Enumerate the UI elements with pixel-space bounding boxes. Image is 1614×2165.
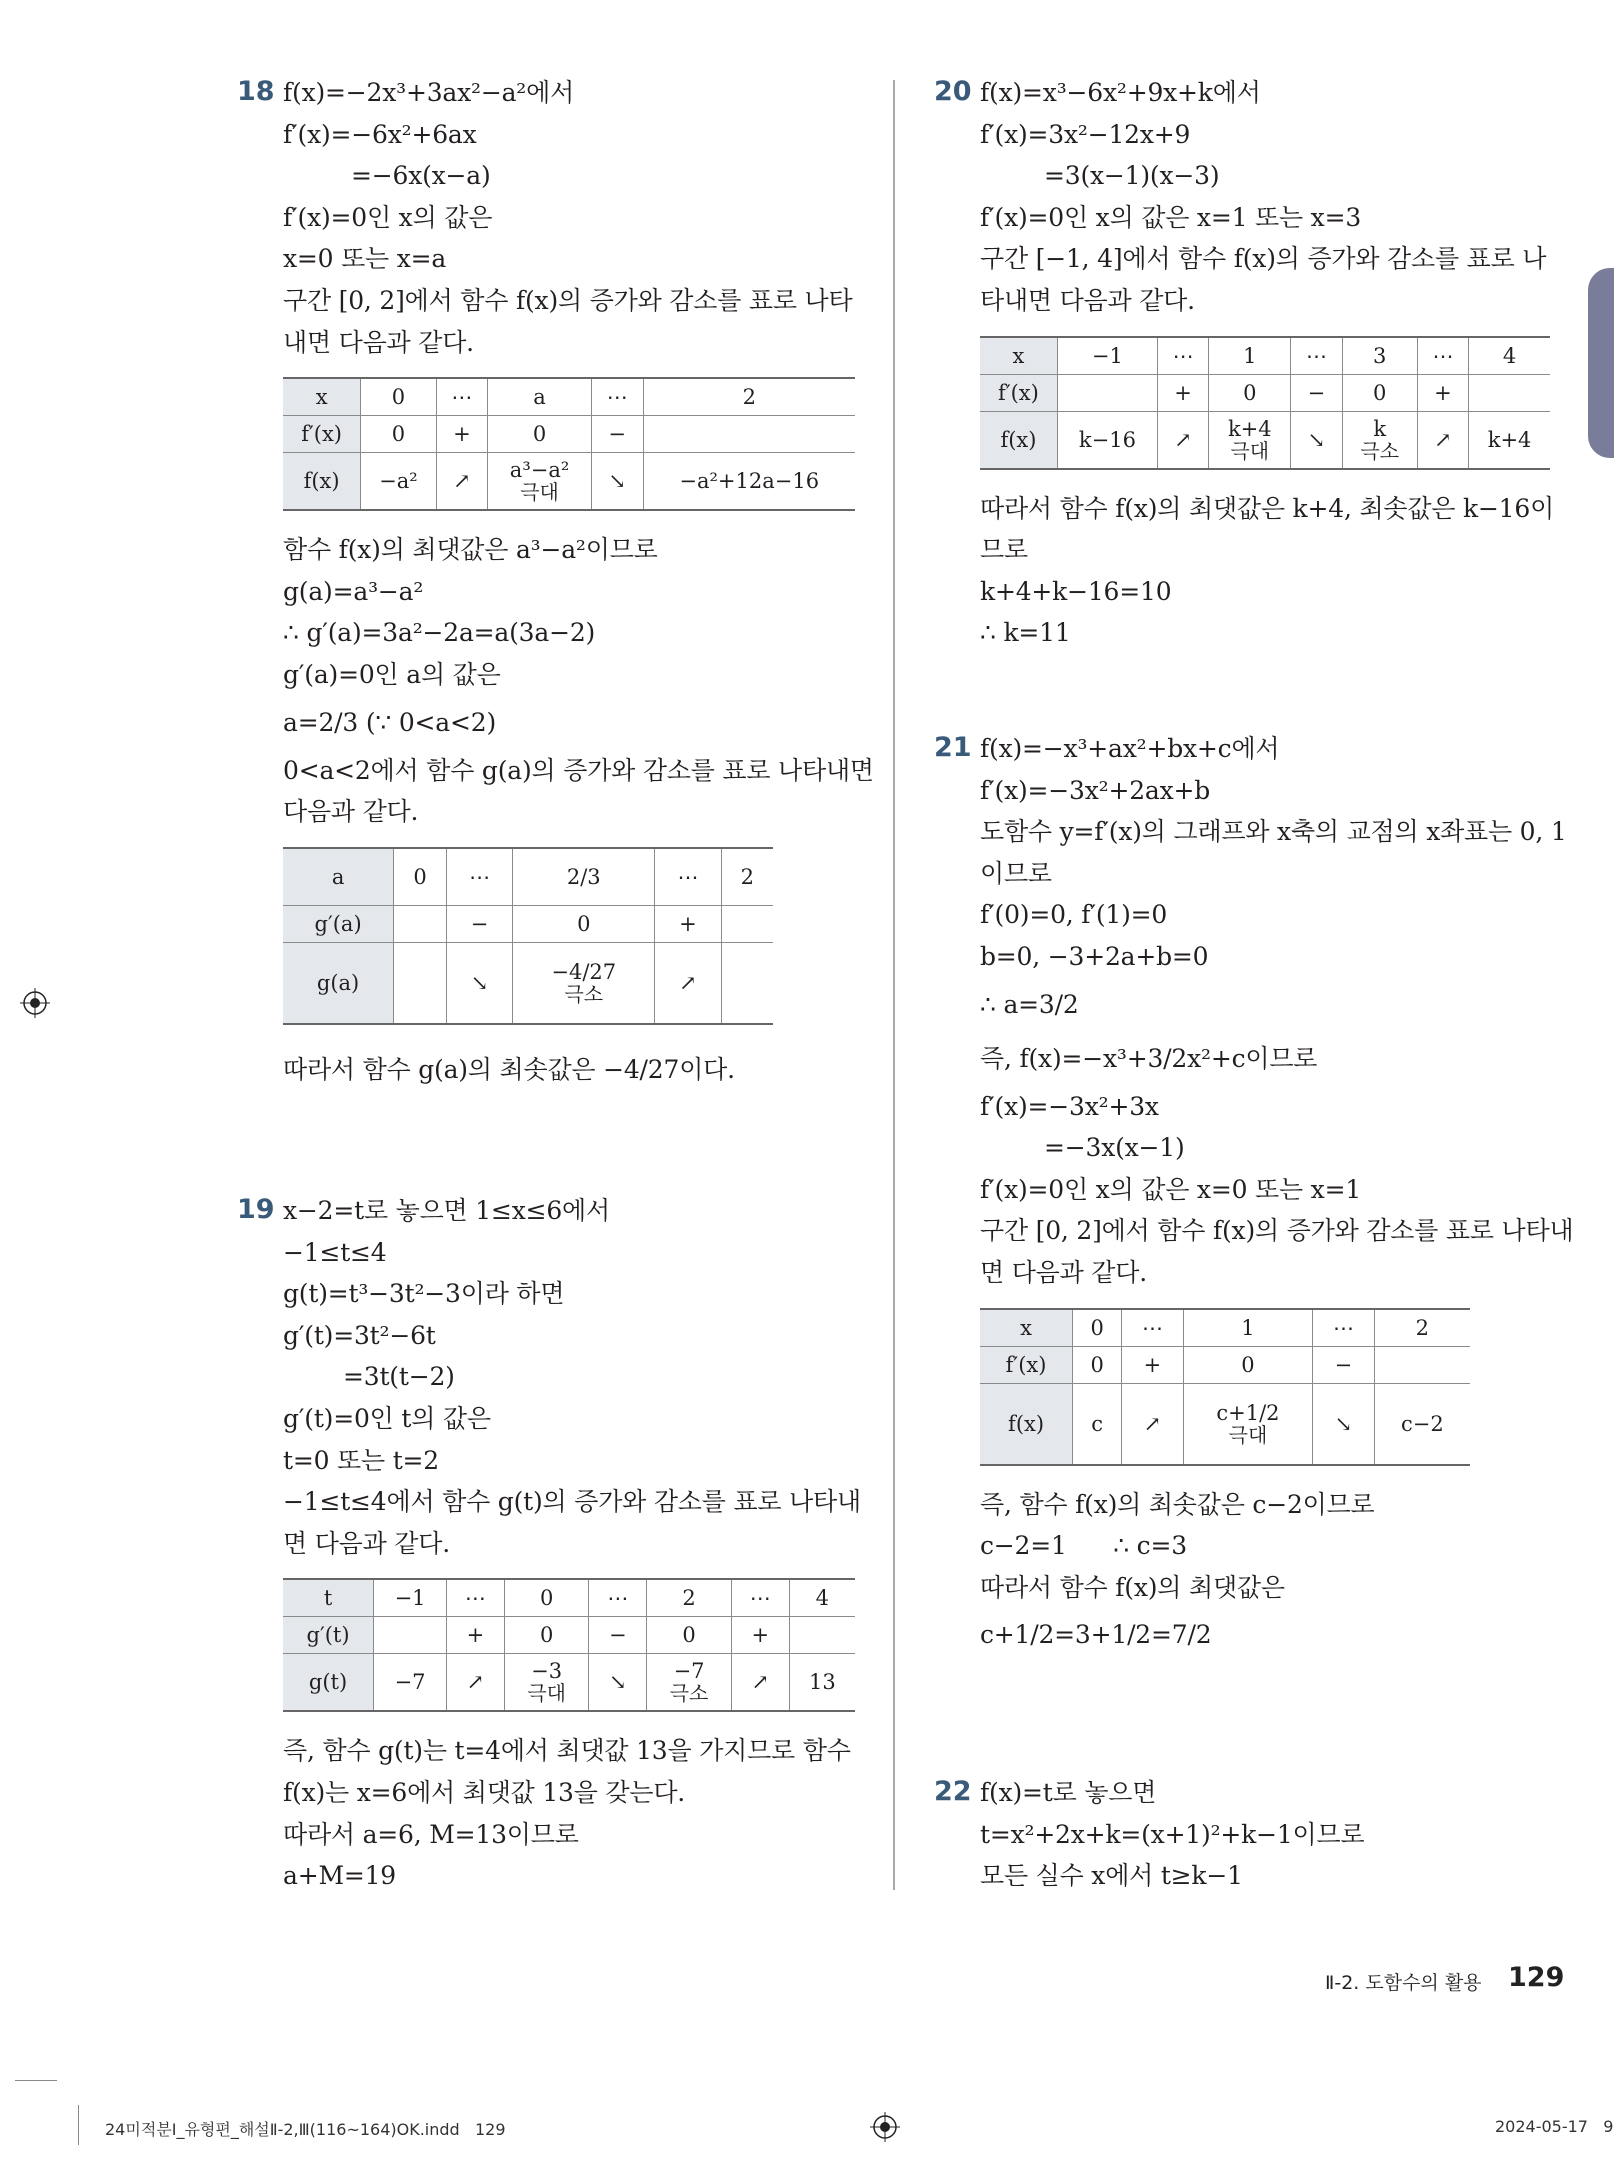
table-value: k+4 xyxy=(1227,416,1272,441)
solution-line: 따라서 함수 f(x)의 최댓값은 xyxy=(980,1572,1285,1602)
table-cell: ↗ xyxy=(1122,1383,1183,1465)
table-cell: + xyxy=(1122,1346,1183,1383)
table-cell: ⋯ xyxy=(1157,337,1208,375)
table-cell: a xyxy=(488,378,592,416)
table-cell: 0 xyxy=(647,1617,732,1654)
solution-line: =3t(t−2) xyxy=(343,1362,455,1392)
table-cell xyxy=(1057,374,1157,411)
table-cell: ⋯ xyxy=(591,378,643,416)
solution-line: 구간 [−1, 4]에서 함수 f(x)의 증가와 감소를 표로 나 xyxy=(980,244,1547,274)
extremum-label: 극소 xyxy=(1360,438,1400,463)
table-cell: ⋯ xyxy=(655,848,721,906)
table-cell xyxy=(1209,411,1291,469)
extremum-label: 극소 xyxy=(669,1681,709,1706)
table-cell: ↗ xyxy=(1157,411,1208,469)
problem-number: 21 xyxy=(934,732,972,763)
table-value: −4/27 xyxy=(551,959,617,984)
extremum-label: 극대 xyxy=(520,480,559,505)
table-cell: 0 xyxy=(1209,374,1291,411)
table-cell: f′(x) xyxy=(980,1346,1073,1383)
solution-line: ∴ g′(a)=3a²−2a=a(3a−2) xyxy=(283,618,596,648)
solution-line: f′(x)=3x²−12x+9 xyxy=(980,119,1191,149)
table-cell: + xyxy=(1417,374,1468,411)
variation-table xyxy=(283,1578,855,1712)
table-value: c+1/2 xyxy=(1216,1400,1280,1425)
solution-line: f(x)=x³−6x²+9x+k에서 xyxy=(980,78,1261,107)
table-cell: − xyxy=(1313,1346,1374,1383)
registration-mark-icon xyxy=(870,2112,900,2142)
table-cell xyxy=(488,453,592,511)
solution-line: f′(x)=0인 x의 값은 x=0 또는 x=1 xyxy=(980,1174,1362,1204)
solution-line: 내면 다음과 같다. xyxy=(283,327,474,357)
table-cell: ↗ xyxy=(1417,411,1468,469)
problem-number: 19 xyxy=(237,1194,275,1225)
table-cell: ⋯ xyxy=(436,378,488,416)
table-cell: −a² xyxy=(361,453,436,511)
extremum-label: 극대 xyxy=(1230,438,1270,463)
table-cell: 2 xyxy=(647,1579,732,1617)
table-cell xyxy=(647,1654,732,1712)
table-cell: ↗ xyxy=(447,1654,505,1712)
solution-line: f′(x)=−3x²+2ax+b xyxy=(980,775,1211,805)
solution-line: −1≤t≤4 xyxy=(283,1237,387,1267)
solution-line: 면 다음과 같다. xyxy=(980,1257,1147,1287)
problem-number: 20 xyxy=(934,76,972,107)
table-cell: 2 xyxy=(643,378,855,416)
table-cell: 0 xyxy=(504,1617,589,1654)
crop-line xyxy=(78,2105,79,2145)
section-title: Ⅱ-2. 도함수의 활용 xyxy=(1325,1972,1482,1994)
table-cell: + xyxy=(1157,374,1208,411)
solution-line: 즉, 함수 g(t)는 t=4에서 최댓값 13을 가지므로 함수 xyxy=(283,1736,851,1766)
solution-line: 따라서 함수 f(x)의 최댓값은 k+4, 최솟값은 k−16이 xyxy=(980,493,1555,523)
table-cell xyxy=(1342,411,1417,469)
table-cell xyxy=(513,942,655,1024)
table-cell xyxy=(1374,1346,1470,1383)
solution-line: g′(t)=3t²−6t xyxy=(283,1320,436,1350)
table-cell: g′(t) xyxy=(283,1617,374,1654)
table-cell: 0 xyxy=(361,416,436,453)
table-cell: x xyxy=(980,1309,1073,1347)
table-cell: ↘ xyxy=(447,942,513,1024)
solution-line: 0<a<2에서 함수 g(a)의 증가와 감소를 표로 나타내면 xyxy=(283,755,874,785)
table-cell xyxy=(643,416,855,453)
variation-table xyxy=(980,1308,1470,1466)
solution-line: b=0, −3+2a+b=0 xyxy=(980,941,1209,971)
solution-line: =3(x−1)(x−3) xyxy=(1044,161,1220,191)
table-cell: g′(a) xyxy=(283,905,394,942)
solution-line: ∴ k=11 xyxy=(980,618,1071,648)
registration-mark-icon xyxy=(20,988,50,1018)
table-cell: 4 xyxy=(1469,337,1550,375)
table-cell: ↗ xyxy=(655,942,721,1024)
table-cell: t xyxy=(283,1579,374,1617)
solution-line: f′(x)=−3x²+3x xyxy=(980,1091,1159,1121)
print-date: 2024-05-17 9 xyxy=(1495,2117,1614,2136)
table-cell: ⋯ xyxy=(1122,1309,1183,1347)
solution-line: =−6x(x−a) xyxy=(351,161,491,191)
table-cell: − xyxy=(447,905,513,942)
table-cell: 0 xyxy=(1073,1346,1122,1383)
print-file-info: 24미적분Ⅰ_유형편_해설Ⅱ-2,Ⅲ(116~164)OK.indd 129 xyxy=(105,2120,506,2139)
table-cell: 2 xyxy=(1374,1309,1470,1347)
solution-line: g′(t)=0인 t의 값은 xyxy=(283,1403,491,1433)
table-cell: k−16 xyxy=(1057,411,1157,469)
table-cell: 2 xyxy=(721,848,773,906)
solution-line: 다음과 같다. xyxy=(283,797,419,827)
table-cell: − xyxy=(1291,374,1342,411)
solution-line: 모든 실수 x에서 t≥k−1 xyxy=(980,1861,1243,1891)
solution-line: g′(a)=0인 a의 값은 xyxy=(283,659,501,689)
table-cell: g(t) xyxy=(283,1654,374,1712)
table-cell: 0 xyxy=(1073,1309,1122,1347)
table-cell: ⋯ xyxy=(589,1579,647,1617)
table-cell: g(a) xyxy=(283,942,394,1024)
table-cell: ↘ xyxy=(589,1654,647,1712)
table-cell: −1 xyxy=(374,1579,447,1617)
table-cell: 2/3 xyxy=(513,848,655,906)
solution-line: 즉, f(x)=−x³+3/2x²+c이므로 xyxy=(980,1043,1318,1073)
solution-line: c+1/2=3+1/2=7/2 xyxy=(980,1620,1212,1650)
solution-line: f(x)는 x=6에서 최댓값 13을 갖는다. xyxy=(283,1777,686,1807)
table-value: −7 xyxy=(673,1659,705,1684)
solution-line: k+4+k−16=10 xyxy=(980,576,1172,606)
table-cell: 0 xyxy=(361,378,436,416)
table-value: −3 xyxy=(531,1659,563,1684)
solution-line: 타내면 다음과 같다. xyxy=(980,285,1195,315)
table-cell: 4 xyxy=(789,1579,855,1617)
table-cell: x xyxy=(283,378,361,416)
solution-line: ∴ a=3/2 xyxy=(980,989,1079,1019)
table-value: a³−a² xyxy=(509,458,570,483)
page-number: 129 xyxy=(1508,1962,1565,1993)
table-cell xyxy=(789,1617,855,1654)
variation-table xyxy=(980,336,1550,470)
table-cell: ⋯ xyxy=(1291,337,1342,375)
column-divider xyxy=(893,80,895,1890)
table-cell: 3 xyxy=(1342,337,1417,375)
table-cell: a xyxy=(283,848,394,906)
solution-line: =−3x(x−1) xyxy=(1044,1133,1185,1163)
table-cell: + xyxy=(447,1617,505,1654)
table-cell: 0 xyxy=(488,416,592,453)
table-cell: ⋯ xyxy=(1313,1309,1374,1347)
table-cell: + xyxy=(731,1617,789,1654)
table-cell: 0 xyxy=(1183,1346,1313,1383)
solution-line: 즉, 함수 f(x)의 최솟값은 c−2이므로 xyxy=(980,1489,1375,1519)
table-cell xyxy=(1469,374,1550,411)
table-cell: 1 xyxy=(1209,337,1291,375)
chapter-side-tab xyxy=(1588,268,1614,458)
table-cell: 0 xyxy=(504,1579,589,1617)
table-cell: ⋯ xyxy=(731,1579,789,1617)
table-cell: f(x) xyxy=(980,411,1057,469)
table-cell: ⋯ xyxy=(447,1579,505,1617)
table-cell: f(x) xyxy=(283,453,361,511)
problem-number: 22 xyxy=(934,1776,972,1807)
table-cell: ⋯ xyxy=(1417,337,1468,375)
table-cell xyxy=(721,942,773,1024)
solution-line: 구간 [0, 2]에서 함수 f(x)의 증가와 감소를 표로 나타내 xyxy=(980,1216,1574,1246)
table-cell: x xyxy=(980,337,1057,375)
table-cell: − xyxy=(591,416,643,453)
variation-table xyxy=(283,847,773,1025)
table-cell xyxy=(394,905,447,942)
table-cell: 13 xyxy=(789,1654,855,1712)
table-cell: 0 xyxy=(513,905,655,942)
table-cell: ↘ xyxy=(591,453,643,511)
solution-line: f(x)=−2x³+3ax²−a²에서 xyxy=(283,78,575,107)
table-cell: + xyxy=(655,905,721,942)
solution-line: 구간 [0, 2]에서 함수 f(x)의 증가와 감소를 표로 나타 xyxy=(283,285,853,315)
solution-line: f′(0)=0, f′(1)=0 xyxy=(980,900,1168,930)
extremum-label: 극대 xyxy=(527,1681,566,1706)
table-cell: k+4 xyxy=(1469,411,1550,469)
table-cell: ⋯ xyxy=(447,848,513,906)
table-cell xyxy=(504,1654,589,1712)
solution-line: 도함수 y=f′(x)의 그래프와 x축의 교점의 x좌표는 0, 1 xyxy=(980,817,1567,847)
problem-number: 18 xyxy=(237,76,275,107)
solution-line: 따라서 함수 g(a)의 최솟값은 −4/27이다. xyxy=(283,1054,735,1084)
table-cell xyxy=(721,905,773,942)
table-cell: c xyxy=(1073,1383,1122,1465)
table-cell: + xyxy=(436,416,488,453)
solution-line: g(t)=t³−3t²−3이라 하면 xyxy=(283,1279,565,1309)
solution-line: 므로 xyxy=(980,535,1028,565)
solution-line: t=x²+2x+k=(x+1)²+k−1이므로 xyxy=(980,1819,1365,1849)
extremum-label: 극소 xyxy=(564,981,604,1006)
solution-line: x=0 또는 x=a xyxy=(283,244,447,274)
extremum-label: 극대 xyxy=(1228,1422,1268,1447)
table-cell xyxy=(1183,1383,1313,1465)
solution-line: −1≤t≤4에서 함수 g(t)의 증가와 감소를 표로 나타내 xyxy=(283,1487,861,1517)
solution-line: t=0 또는 t=2 xyxy=(283,1445,439,1475)
solution-line: f(x)=−x³+ax²+bx+c에서 xyxy=(980,734,1280,763)
table-cell xyxy=(374,1617,447,1654)
table-cell: f′(x) xyxy=(283,416,361,453)
table-cell: − xyxy=(589,1617,647,1654)
solution-line: x−2=t로 놓으면 1≤x≤6에서 xyxy=(283,1196,610,1225)
variation-table xyxy=(283,377,855,511)
table-cell: f(x) xyxy=(980,1383,1073,1465)
solution-line: f′(x)=0인 x의 값은 xyxy=(283,202,493,232)
table-cell: ↘ xyxy=(1291,411,1342,469)
table-cell: 0 xyxy=(1342,374,1417,411)
crop-line xyxy=(15,2080,57,2081)
table-cell: ↗ xyxy=(436,453,488,511)
table-value: k xyxy=(1373,416,1387,441)
solution-line: c−2=1 ∴ c=3 xyxy=(980,1531,1187,1561)
table-cell: ↗ xyxy=(731,1654,789,1712)
solution-line: 함수 f(x)의 최댓값은 a³−a²이므로 xyxy=(283,535,658,565)
solution-line: a+M=19 xyxy=(283,1861,397,1891)
solution-line: 따라서 a=6, M=13이므로 xyxy=(283,1819,579,1849)
table-cell: c−2 xyxy=(1374,1383,1470,1465)
table-cell: f′(x) xyxy=(980,374,1057,411)
table-cell: ↘ xyxy=(1313,1383,1374,1465)
table-cell: 0 xyxy=(394,848,447,906)
table-cell: −1 xyxy=(1057,337,1157,375)
solution-line: g(a)=a³−a² xyxy=(283,576,424,606)
table-cell: −a²+12a−16 xyxy=(643,453,855,511)
solution-line: f(x)=t로 놓으면 xyxy=(980,1778,1157,1807)
table-cell xyxy=(394,942,447,1024)
solution-line: 이므로 xyxy=(980,858,1052,888)
table-cell: 1 xyxy=(1183,1309,1313,1347)
table-cell: −7 xyxy=(374,1654,447,1712)
solution-line: a=2/3 (∵ 0<a<2) xyxy=(283,707,497,737)
solution-line: f′(x)=0인 x의 값은 x=1 또는 x=3 xyxy=(980,202,1362,232)
solution-line: f′(x)=−6x²+6ax xyxy=(283,119,477,149)
solution-line: 면 다음과 같다. xyxy=(283,1528,450,1558)
